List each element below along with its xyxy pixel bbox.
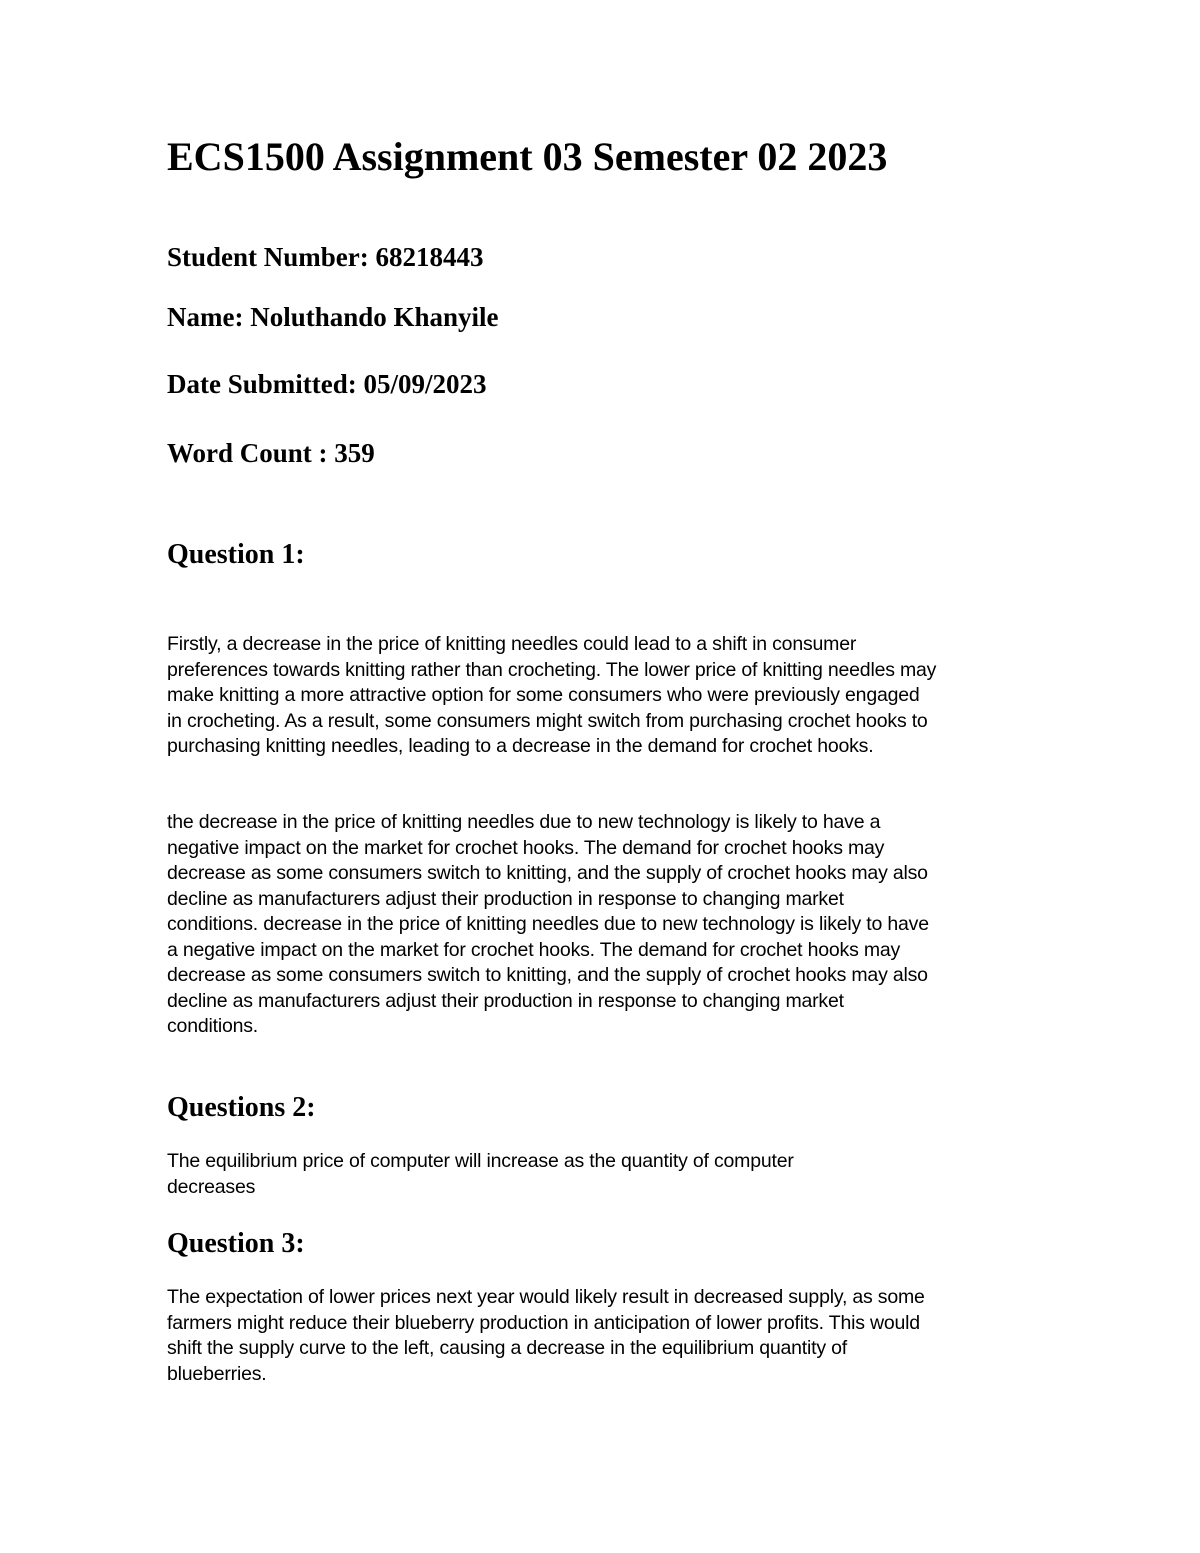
student-number: Student Number: 68218443 (167, 242, 484, 272)
question-1-heading: Question 1: (167, 539, 305, 570)
question-1-paragraph-2: the decrease in the price of knitting needles due to new technology is likely to have a negative impact on the market for crochet hooks. The demand for crochet hooks may decrease as some consumers switch to knitting, and the supply of crochet hooks may also decline as manufacturers adjust their production in response to changing market conditions. decrease in the price of knitting needles due to new technology is likely to have a negative impact on the market for crochet hooks. The demand for crochet hooks may decrease as some consumers switch to knitting, and the supply of crochet hooks may also decline as manufacturers adjust their production in response to changing market conditions. (167, 811, 929, 1037)
question-3-heading: Question 3: (167, 1228, 305, 1259)
word-count: Word Count : 359 (167, 438, 375, 468)
question-2-paragraph: The equilibrium price of computer will increase as the quantity of computer decreases (167, 1150, 794, 1198)
question-3-paragraph: The expectation of lower prices next year would likely result in decreased supply, as some farmers might reduce their blueberry production in anticipation of lower profits. This would shift the supply curve to the left, causing a decrease in the equilibrium quantity of blueberries. (167, 1286, 925, 1385)
question-2-heading: Questions 2: (167, 1092, 316, 1123)
student-name: Name: Noluthando Khanyile (167, 302, 499, 332)
document-title: ECS1500 Assignment 03 Semester 02 2023 (167, 134, 888, 179)
date-submitted: Date Submitted: 05/09/2023 (167, 369, 487, 399)
question-1-paragraph-1: Firstly, a decrease in the price of knitting needles could lead to a shift in consumer preferences towards knitting rather than crocheting. The lower price of knitting needles may make knitting a more attractive option for some consumers who were previously engaged in crocheting. As a result, some consumers might switch from purchasing crochet hooks to purchasing knitting needles, leading to a decrease in the demand for crochet hooks. (167, 633, 937, 757)
